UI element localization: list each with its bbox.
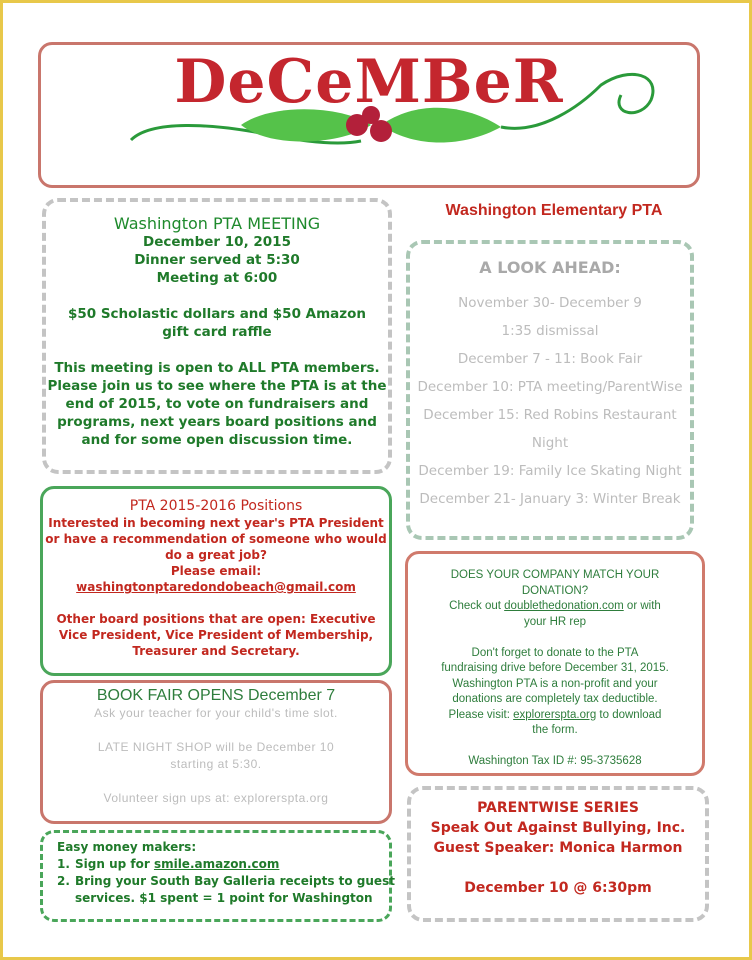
- parentwise-box: [407, 786, 709, 922]
- meeting-title: Washington PTA MEETING: [113, 214, 321, 233]
- calendar-item: November 30- December 9: [458, 295, 642, 311]
- look-ahead-box: [406, 240, 694, 540]
- meeting-raffle-2: gift card raffle: [162, 324, 272, 340]
- positions-text: Interested in becoming next year's PTA President: [48, 516, 384, 530]
- item-number: 2.: [57, 874, 70, 888]
- donation-match-box: [405, 551, 705, 776]
- tax-id: Washington Tax ID #: 95-3735628: [468, 755, 642, 767]
- money-maker-item: Sign up for: [75, 857, 154, 871]
- match-text: or with: [623, 600, 661, 612]
- parentwise-title: PARENTWISE SERIES: [477, 800, 639, 816]
- positions-title: PTA 2015-2016 Positions: [129, 498, 303, 514]
- calendar-item: December 21- January 3: Winter Break: [419, 491, 681, 507]
- explorers-pta-link[interactable]: explorerspta.org: [513, 708, 597, 721]
- positions-text: Please email:: [170, 564, 262, 578]
- match-text: to download: [596, 708, 662, 721]
- calendar-item: December 7 - 11: Book Fair: [457, 351, 643, 367]
- positions-text: Treasurer and Secretary.: [132, 644, 300, 658]
- meeting-body: and for some open discussion time.: [81, 432, 353, 448]
- money-maker-item: Bring your South Bay Galleria receipts to guest: [75, 874, 395, 888]
- money-maker-item: services. $1 spent = 1 point for Washington: [75, 891, 373, 905]
- money-makers-box: [40, 830, 395, 922]
- match-text: the form.: [532, 724, 578, 736]
- meeting-body: This meeting is open to ALL PTA members.: [54, 360, 380, 376]
- double-donation-link[interactable]: doublethedonation.com: [504, 600, 624, 612]
- book-fair-text: Volunteer sign ups at: explorerspta.org: [103, 791, 329, 805]
- smile-amazon-link[interactable]: smile.amazon.com: [153, 857, 280, 871]
- calendar-item: 1:35 dismissal: [501, 323, 599, 339]
- parentwise-speaker: Guest Speaker: Monica Harmon: [433, 840, 683, 856]
- meeting-body: programs, next years board positions and: [57, 414, 377, 430]
- match-text: Don't forget to donate to the PTA: [471, 646, 639, 659]
- match-text: DONATION?: [521, 584, 589, 597]
- parentwise-topic: Speak Out Against Bullying, Inc.: [430, 820, 686, 836]
- meeting-body: end of 2015, to vote on fundraisers and: [65, 396, 369, 412]
- calendar-item: Night: [531, 435, 569, 451]
- book-fair-text: starting at 5:30.: [170, 757, 262, 771]
- match-text: Check out: [449, 600, 505, 612]
- meeting-time: Meeting at 6:00: [156, 270, 278, 286]
- look-ahead-heading: A LOOK AHEAD:: [479, 258, 621, 277]
- match-text: donations are completely tax deductible.: [452, 693, 658, 705]
- december-banner: [38, 42, 700, 188]
- match-text: fundraising drive before December 31, 2015.: [441, 662, 669, 674]
- calendar-item: December 19: Family Ice Skating Night: [418, 463, 682, 479]
- meeting-dinner: Dinner served at 5:30: [134, 252, 300, 268]
- meeting-body: Please join us to see where the PTA is at the: [47, 378, 387, 394]
- positions-text: or have a recommendation of someone who would: [45, 532, 387, 546]
- parentwise-date: December 10 @ 6:30pm: [464, 880, 652, 896]
- positions-box: [40, 486, 392, 676]
- meeting-box: [42, 198, 392, 474]
- book-fair-box: [40, 680, 392, 824]
- book-fair-text: LATE NIGHT SHOP will be December 10: [97, 740, 335, 754]
- pta-title: Washington Elementary PTA: [445, 202, 663, 219]
- match-text: Please visit:: [448, 708, 514, 721]
- positions-text: do a great job?: [165, 548, 267, 562]
- meeting-date: December 10, 2015: [143, 234, 291, 250]
- positions-email-link[interactable]: washingtonptaredondobeach@gmail.com: [76, 580, 356, 594]
- banner-title: DeCeMBeR: [174, 47, 564, 117]
- positions-text: Other board positions that are open: Executive: [56, 612, 376, 626]
- book-fair-text: Ask your teacher for your child's time slot.: [94, 706, 338, 720]
- positions-text: Vice President, Vice President of Membership,: [58, 628, 374, 642]
- match-text: your HR rep: [524, 615, 586, 628]
- item-number: 1.: [57, 857, 70, 871]
- calendar-item: December 15: Red Robins Restaurant: [423, 407, 677, 423]
- meeting-raffle: $50 Scholastic dollars and $50 Amazon: [67, 306, 367, 322]
- book-fair-title: BOOK FAIR OPENS December 7: [96, 687, 336, 704]
- match-text: DOES YOUR COMPANY MATCH YOUR: [450, 569, 660, 581]
- money-makers-title: Easy money makers:: [57, 840, 197, 854]
- match-text: Washington PTA is a non-profit and your: [452, 677, 658, 690]
- calendar-item: December 10: PTA meeting/ParentWise: [417, 379, 683, 395]
